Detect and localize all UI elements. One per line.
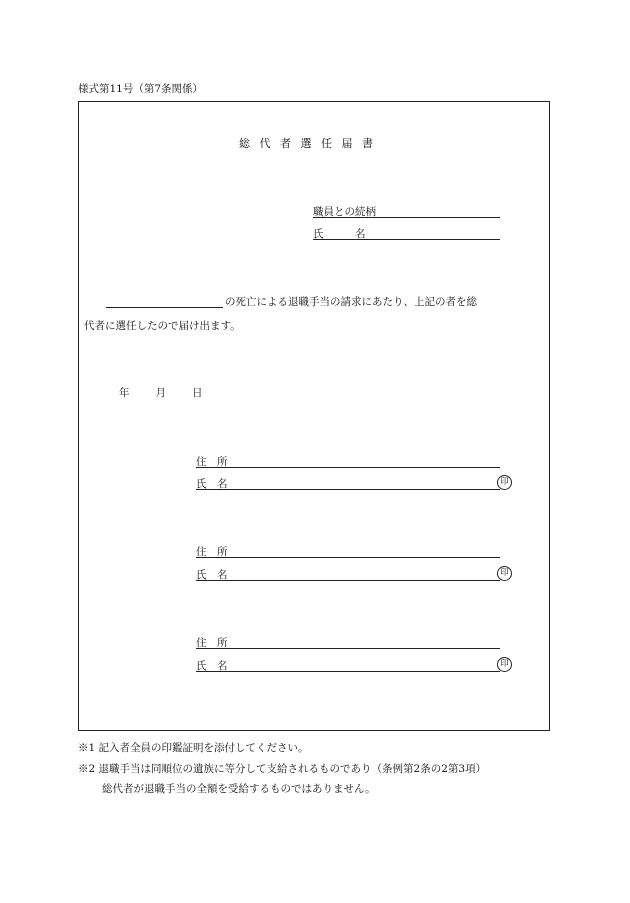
note-text: 退職手当は同順位の遺族に等分して支給されるものであり（条例第2条の2第3項） <box>98 763 487 775</box>
signer-address-line <box>196 648 500 649</box>
signer-address-line <box>196 557 500 558</box>
name-label-top: 氏 名 <box>313 228 366 240</box>
note-mark: ※1 <box>78 742 96 754</box>
signer-name-label: 氏 名 <box>196 478 228 490</box>
note-mark: ※2 <box>78 763 96 775</box>
note-2-continuation: 総代者が退職手当の全額を受給するものではありません。 <box>102 783 376 795</box>
form-number-label: 様式第11号（第7条関係） <box>78 83 204 95</box>
signer-address-label: 住 所 <box>196 456 228 468</box>
note-1 <box>78 740 309 755</box>
signer-name-line <box>196 671 500 672</box>
signer-address-line <box>196 467 500 468</box>
form-frame <box>78 101 550 731</box>
signer-name-label: 氏 名 <box>196 660 228 672</box>
signer-name-label: 氏 名 <box>196 569 228 581</box>
body-text-line1: の死亡による退職手当の請求にあたり、上記の者を総 <box>225 296 477 308</box>
date-line <box>119 385 203 400</box>
form-title: 総 代 者 選 任 届 書 <box>239 137 376 150</box>
date-day: 日 <box>192 387 203 399</box>
name-line-top <box>313 239 500 240</box>
signer-name-line <box>196 580 500 581</box>
relationship-line <box>313 217 500 218</box>
signer-address-label: 住 所 <box>196 546 228 558</box>
note-2 <box>78 761 486 776</box>
relationship-label: 職員との続柄 <box>313 206 376 218</box>
signer-name-line <box>196 489 500 490</box>
signer-address-label: 住 所 <box>196 637 228 649</box>
date-month: 月 <box>155 387 166 399</box>
deceased-name-line <box>106 307 223 308</box>
note-text: 記入者全員の印鑑証明を添付してください。 <box>98 742 309 754</box>
seal-mark: 印 <box>497 475 512 490</box>
date-year: 年 <box>119 387 130 399</box>
seal-mark: 印 <box>497 566 512 581</box>
body-text-line2: 代者に選任したので届け出ます。 <box>84 320 241 332</box>
seal-mark: 印 <box>497 657 512 672</box>
